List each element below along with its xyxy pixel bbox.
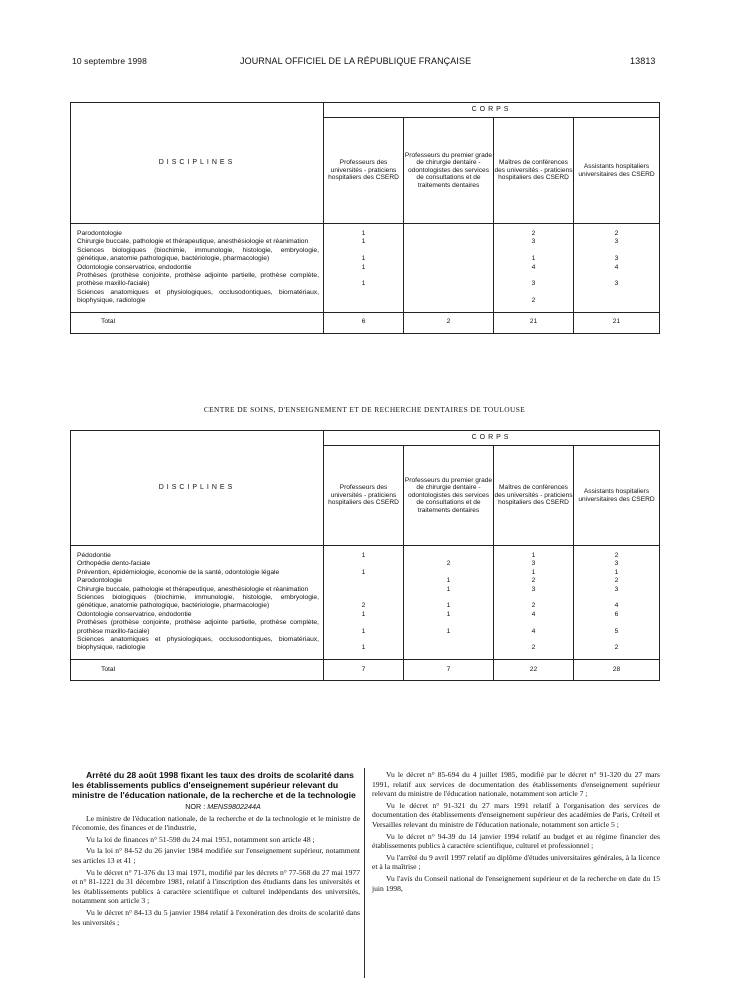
- table-cell: 1: [574, 569, 660, 577]
- discipline-label: Parodontologie: [71, 577, 324, 585]
- table-body: [71, 224, 660, 313]
- table-cell: 3: [574, 586, 660, 594]
- table-cell: 4: [494, 611, 574, 619]
- table-cell: 1: [324, 238, 404, 246]
- table-cell: [574, 289, 660, 306]
- table-cell: 3: [574, 272, 660, 289]
- table-cell: 3: [574, 238, 660, 246]
- discipline-label: Chirurgie buccale, pathologie et thérapeutique, anesthésiologie et réanimation: [71, 238, 324, 246]
- table-cell: 1: [324, 619, 404, 636]
- paragraph: Vu la loi de finances n° 51-598 du 24 mai 1951, notamment son article 48 ;: [86, 834, 315, 844]
- table-cell: 4: [494, 619, 574, 636]
- table-cell: 2: [574, 230, 660, 238]
- table-cell: 3: [494, 238, 574, 246]
- staffing-table-2: [70, 430, 660, 681]
- table-cell: 1: [494, 569, 574, 577]
- column-header: Professeurs des universités - praticiens hospitaliers des CSERD: [324, 118, 404, 224]
- table-row: [71, 238, 660, 246]
- paragraph: Vu l'arrêté du 9 avril 1997 relatif au diplôme d'études universitaires générales, à la licence et à la maîtrise ;: [372, 852, 660, 872]
- table-row: [71, 560, 660, 568]
- table-cell: 1: [404, 594, 494, 611]
- column-header: Professeurs des universités - praticiens hospitaliers des CSERD: [324, 446, 404, 546]
- total-row: [71, 312, 660, 333]
- discipline-label: Sciences biologiques (biochimie, immunologie, histologie, embryologie, génétique, anatomie pathologique, bactériologie, pharmacologie): [71, 594, 324, 611]
- discipline-label: Parodontologie: [71, 230, 324, 238]
- disciplines-header: DISCIPLINES: [71, 431, 324, 546]
- table-cell: 4: [494, 264, 574, 272]
- discipline-label: Prothèses (prothèse conjointe, prothèse adjointe partielle, prothèse complète, prothèse maxillo-faciale): [71, 272, 324, 289]
- table-cell: 1: [494, 247, 574, 264]
- nor-label: NOR :: [185, 802, 206, 811]
- table-cell: [404, 636, 494, 653]
- table-cell: [404, 247, 494, 264]
- table-cell: 1: [324, 230, 404, 238]
- column-header: Assistants hospitaliers universitaires des CSERD: [574, 118, 660, 224]
- table-row: [71, 230, 660, 238]
- discipline-label: Pédodontie: [71, 552, 324, 560]
- discipline-label: Sciences anatomiques et physiologiques, occlusodontiques, biomatériaux, biophysique, radiologie: [71, 289, 324, 306]
- table-cell: [324, 577, 404, 585]
- table-body: [71, 546, 660, 660]
- nor-value: MENS9802244A: [207, 802, 261, 811]
- table-cell: [404, 569, 494, 577]
- total-cell: 22: [494, 659, 574, 680]
- table-cell: [404, 238, 494, 246]
- total-cell: 28: [574, 659, 660, 680]
- table-cell: 1: [404, 577, 494, 585]
- table-cell: 4: [574, 264, 660, 272]
- table-cell: 2: [494, 636, 574, 653]
- table-row: [71, 611, 660, 619]
- total-cell: 21: [494, 312, 574, 333]
- discipline-label: Odontologie conservatrice, endodontie: [71, 264, 324, 272]
- column-header: Maîtres de conférences des universités - praticiens hospitaliers des CSERD: [494, 118, 574, 224]
- table-cell: 3: [574, 247, 660, 264]
- table-cell: 2: [574, 552, 660, 560]
- discipline-label: Prothèses (prothèse conjointe, prothèse adjointe partielle, prothèse complète, prothèse maxillo-faciale): [71, 619, 324, 636]
- table-row: [71, 264, 660, 272]
- table-cell: 1: [404, 611, 494, 619]
- table-row: [71, 552, 660, 560]
- table-cell: 1: [494, 552, 574, 560]
- table-row: [71, 577, 660, 585]
- table-cell: 2: [574, 636, 660, 653]
- table-row: [71, 594, 660, 611]
- total-row: [71, 659, 660, 680]
- total-label: Total: [71, 659, 324, 680]
- total-cell: 21: [574, 312, 660, 333]
- total-cell: 7: [324, 659, 404, 680]
- table-cell: [404, 272, 494, 289]
- corps-header: CORPS: [324, 431, 660, 446]
- table-cell: 5: [574, 619, 660, 636]
- table-cell: [404, 552, 494, 560]
- decree-title: Arrêté du 28 août 1998 fixant les taux des droits de scolarité dans les établissements publics d'enseignement supérieur relevant du ministre de l'éducation nationale, de la recherche et de la technologie: [72, 770, 356, 800]
- discipline-label: Chirurgie buccale, pathologie et thérapeutique, anesthésiologie et réanimation: [71, 586, 324, 594]
- header-page-number: 13813: [630, 56, 656, 66]
- paragraph: Vu le décret n° 71-376 du 13 mai 1971, modifié par les décrets n° 77-568 du 27 mai 1977 et n° 81-1221 du 31 décembre 1981, relatif à l'inscription des étudiants dans les universités et les établissements publics à caractère scientifique et culturel indépendants des universités, notamment son article 3 ;: [72, 867, 360, 906]
- paragraph: Le ministre de l'éducation nationale, de la recherche et de la technologie et le ministre de l'économie, des finances et de l'industrie,: [72, 813, 360, 833]
- table-row: [71, 289, 660, 306]
- table-row: [71, 619, 660, 636]
- table-cell: 3: [574, 560, 660, 568]
- disciplines-header: DISCIPLINES: [71, 103, 324, 224]
- discipline-label: Sciences biologiques (biochimie, immunologie, histologie, embryologie, génétique, anatomie pathologique, bactériologie, pharmacologie): [71, 247, 324, 264]
- table-cell: 2: [494, 289, 574, 306]
- discipline-label: Odontologie conservatrice, endodontie: [71, 611, 324, 619]
- table-cell: [404, 230, 494, 238]
- table-cell: 2: [494, 594, 574, 611]
- table-cell: 1: [324, 247, 404, 264]
- corps-header: CORPS: [324, 103, 660, 118]
- table-cell: 4: [574, 594, 660, 611]
- table-cell: [324, 289, 404, 306]
- table-cell: 1: [324, 264, 404, 272]
- total-cell: 6: [324, 312, 404, 333]
- table-cell: 2: [574, 577, 660, 585]
- table-cell: 1: [324, 569, 404, 577]
- table-cell: 1: [324, 552, 404, 560]
- table-cell: 2: [494, 230, 574, 238]
- table-cell: 2: [404, 560, 494, 568]
- header-date: 10 septembre 1998: [72, 56, 147, 66]
- table-cell: 2: [494, 577, 574, 585]
- table-cell: [404, 264, 494, 272]
- decree-right-column: [372, 770, 660, 895]
- total-cell: 2: [404, 312, 494, 333]
- paragraph: Vu le décret n° 84-13 du 5 janvier 1984 relatif à l'exonération des droits de scolarité dans les universités ;: [72, 907, 360, 927]
- paragraph: Vu l'avis du Conseil national de l'enseignement supérieur et de la recherche en date du 15 juin 1998,: [372, 873, 660, 893]
- table-cell: [404, 289, 494, 306]
- table-cell: [324, 560, 404, 568]
- table-cell: 1: [324, 611, 404, 619]
- nor-reference: [72, 802, 360, 812]
- table-cell: 3: [494, 272, 574, 289]
- table-row: [71, 247, 660, 264]
- discipline-label: Sciences anatomiques et physiologiques, occlusodontiques, biomatériaux, biophysique, radiologie: [71, 636, 324, 653]
- table-cell: 1: [404, 619, 494, 636]
- table-row: [71, 272, 660, 289]
- decree-left-column: [72, 770, 360, 929]
- discipline-label: Orthopédie dento-faciale: [71, 560, 324, 568]
- total-cell: 7: [404, 659, 494, 680]
- paragraph: Vu le décret n° 94-39 du 14 janvier 1994 relatif au budget et au régime financier des établissements publics à caractère scientifique, culturel et professionnel ;: [372, 831, 660, 851]
- column-header: Professeurs du premier grade de chirurgie dentaire - odontologistes des services de consultations et de traitements dentaires: [404, 446, 494, 546]
- table-row: [71, 586, 660, 594]
- table-cell: 6: [574, 611, 660, 619]
- paragraph: Vu le décret n° 85-694 du 4 juillet 1985, modifié par le décret n° 91-320 du 27 mars 1991, relatif aux services de documentation des établissements d'enseignement supérieur relevant du ministre de l'éducation nationale, notamment son article 7 ;: [372, 770, 660, 799]
- table-row: [71, 569, 660, 577]
- table-cell: 3: [494, 560, 574, 568]
- table-cell: 1: [324, 272, 404, 289]
- paragraph: Vu le décret n° 91-321 du 27 mars 1991 relatif à l'organisation des services de documentation des établissements d'enseignement supérieur des académies de Paris, Créteil et Versailles relevant du ministre de l'éducation nationale, notamment son article 5 ;: [372, 800, 660, 829]
- column-header: Professeurs du premier grade de chirurgie dentaire - odontologistes des services de consultations et de traitements dentaires: [404, 118, 494, 224]
- total-label: Total: [71, 312, 324, 333]
- column-header: Assistants hospitaliers universitaires des CSERD: [574, 446, 660, 546]
- table-cell: [324, 586, 404, 594]
- staffing-table-1: [70, 102, 660, 334]
- table-cell: 2: [324, 594, 404, 611]
- table-2-caption: CENTRE DE SOINS, D'ENSEIGNEMENT ET DE RECHERCHE DENTAIRES DE TOULOUSE: [203, 405, 526, 414]
- column-divider: [364, 768, 365, 978]
- table-row: [71, 636, 660, 653]
- table-cell: 1: [324, 636, 404, 653]
- header-journal-title: JOURNAL OFFICIEL DE LA RÉPUBLIQUE FRANÇAISE: [240, 56, 472, 66]
- column-header: Maîtres de conférences des universités - praticiens hospitaliers des CSERD: [494, 446, 574, 546]
- table-cell: 3: [494, 586, 574, 594]
- paragraph: Vu la loi n° 84-52 du 26 janvier 1984 modifiée sur l'enseignement supérieur, notamment ses articles 13 et 41 ;: [72, 846, 360, 865]
- table-cell: 1: [404, 586, 494, 594]
- discipline-label: Prévention, épidémiologie, économie de la santé, odontologie légale: [71, 569, 324, 577]
